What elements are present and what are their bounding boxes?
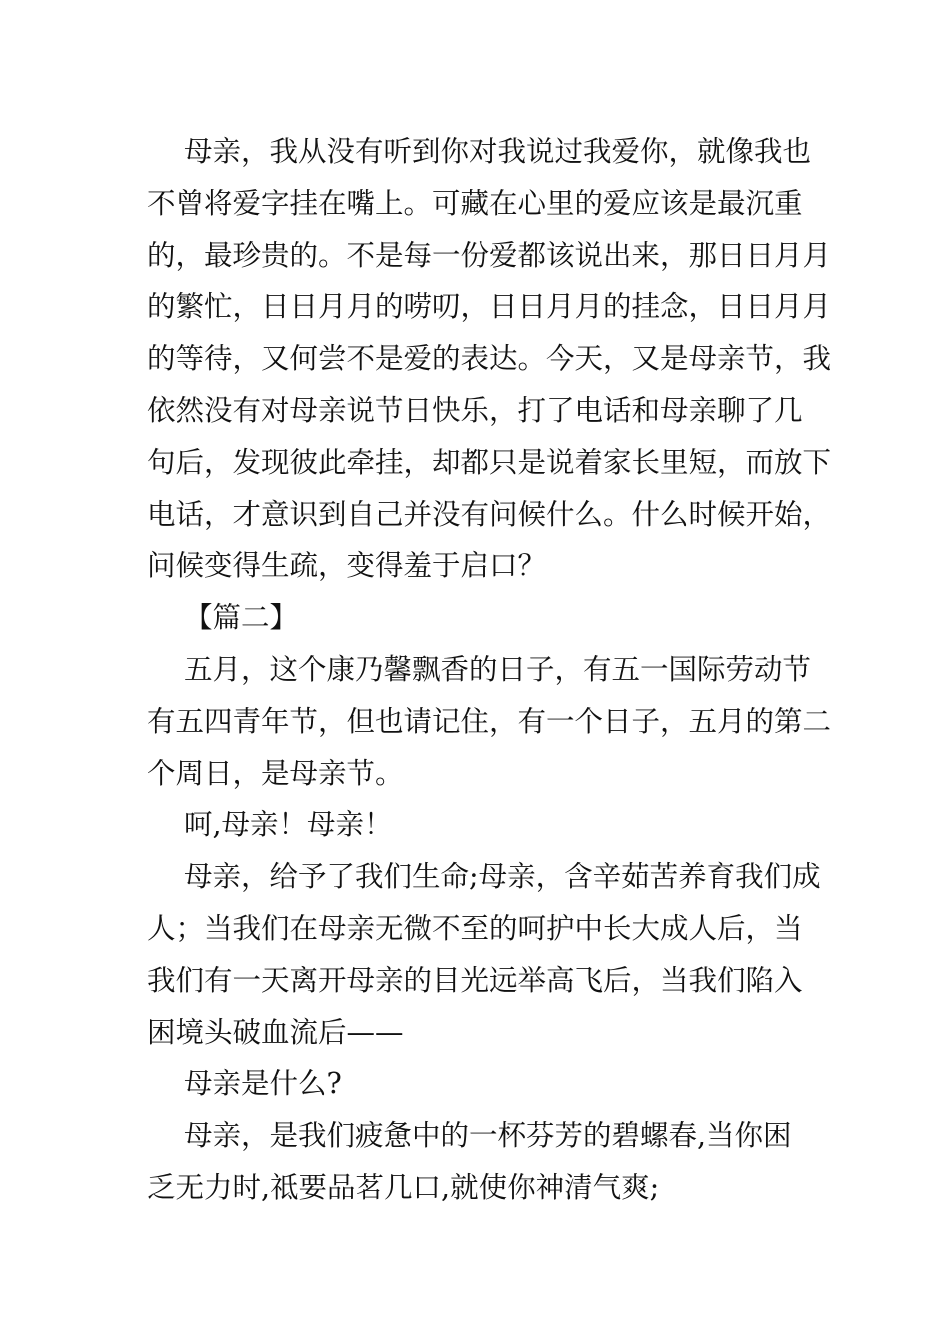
paragraph-line: 五月，这个康乃馨飘香的日子，有五一国际劳动节 <box>184 652 812 686</box>
paragraph-line: 句后，发现彼此牵挂，却都只是说着家长里短，而放下 <box>147 445 832 479</box>
paragraph-line: 依然没有对母亲说节日快乐，打了电话和母亲聊了几 <box>147 393 803 427</box>
paragraph-line: 不曾将爱字挂在嘴上。可藏在心里的爱应该是最沉重 <box>147 186 803 220</box>
paragraph-line: 的等待，又何尝不是爱的表达。今天，又是母亲节，我 <box>147 342 832 376</box>
paragraph-line: 母亲，给予了我们生命;母亲，含辛茹苦养育我们成 <box>184 860 821 894</box>
paragraph-line: 乏无力时,祗要品茗几口,就使你神清气爽; <box>147 1170 660 1204</box>
section-heading: 【篇二】 <box>184 601 299 635</box>
paragraph-line: 我们有一天离开母亲的目光远举高飞后，当我们陷入 <box>147 963 803 997</box>
paragraph-line: 呵,母亲！母亲！ <box>184 808 393 842</box>
article-body <box>147 126 832 1214</box>
paragraph-line: 母亲，是我们疲惫中的一杯芬芳的碧螺春,当你困 <box>184 1119 792 1153</box>
paragraph-line: 困境头破血流后—— <box>147 1015 404 1049</box>
paragraph-line: 的，最珍贵的。不是每一份爱都该说出来，那日日月月 <box>147 238 832 272</box>
paragraph-line: 电话，才意识到自己并没有问候什么。什么时候开始， <box>147 497 832 531</box>
paragraph-line: 母亲是什么? <box>184 1067 342 1101</box>
paragraph-line: 个周日，是母亲节。 <box>147 756 404 790</box>
paragraph-line: 问候变得生疏，变得羞于启口？ <box>147 549 547 583</box>
paragraph-line: 人；当我们在母亲无微不至的呵护中长大成人后，当 <box>147 911 803 945</box>
paragraph-line: 的繁忙，日日月月的唠叨，日日月月的挂念，日日月月 <box>147 290 832 324</box>
paragraph-line: 有五四青年节，但也请记住，有一个日子，五月的第二 <box>147 704 832 738</box>
paragraph-line: 母亲，我从没有听到你对我说过我爱你，就像我也 <box>184 135 812 168</box>
